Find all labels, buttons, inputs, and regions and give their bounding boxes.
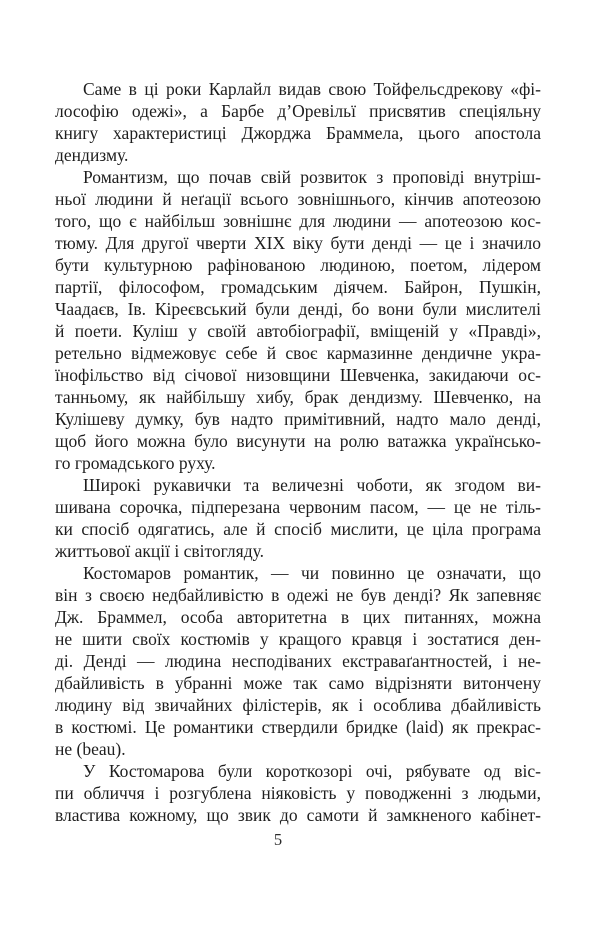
paragraph (55, 562, 541, 760)
text-line: ки спосіб одягатись, але й спосіб мислити, це ціла програма (55, 519, 541, 539)
paragraph (55, 78, 541, 166)
text-line: й поети. Куліш у своїй автобіографії, вміщеній у «Правді», (55, 321, 541, 341)
text-line: Широкі рукавички та величезні чоботи, як згодом ви- (83, 475, 541, 495)
text-line: властива кожному, що звик до самоти й замкненого кабінет- (55, 805, 541, 825)
text-block (55, 78, 541, 826)
text-line: Романтизм, що почав свій розвиток з проповіді внутріш- (83, 167, 541, 187)
text-line: людину від звичайних філістерів, як і особлива дбайливість (55, 695, 541, 715)
text-line: щоб його можна було висунути на ролю ватажка українсько- (55, 431, 541, 451)
text-line: У Костомарова були короткозорі очі, рябувате од віс- (83, 761, 541, 781)
text-line: танньому, як найбільшу хибу, брак дендизму. Шевченко, на (55, 387, 541, 407)
text-line: Дж. Браммел, особа авторитетна в цих питаннях, можна (55, 607, 541, 627)
text-line: Чаадаєв, Ів. Кіреєвський були денді, бо вони були мислителі (55, 299, 541, 319)
paragraph (55, 474, 541, 562)
text-line: ньої людини й неґації всього зовнішнього, кінчив апотеозою (55, 189, 541, 209)
text-line: лософію одежі», а Барбе д’Оревільї присвятив спеціяльну (55, 101, 541, 121)
paragraph (55, 760, 541, 826)
page-number: 5 (273, 830, 283, 849)
text-line: їнофільство від січової низовщини Шевченка, закидаючи ос- (55, 365, 541, 385)
text-line: дбайливість в убранні може так само відрізняти витончену (55, 673, 541, 693)
text-line: Кулішеву думку, був надто примітивний, надто мало денді, (55, 409, 541, 429)
text-line: Саме в ці роки Карлайл видав свою Тойфельсдрекову «фі- (83, 79, 541, 99)
text-line: партії, філософом, громадським діячем. Байрон, Пушкін, (55, 277, 541, 297)
text-line: не (beau). (55, 739, 126, 759)
text-line: шивана сорочка, підперезана червоним пасом, — це не тіль- (55, 497, 541, 517)
text-line: дендизму. (55, 145, 129, 165)
text-line: ді. Денді — людина несподіваних екстраваґантностей, і не- (55, 651, 541, 671)
text-line: пи обличчя і розгублена ніяковість у поводженні з людьми, (55, 783, 541, 803)
text-line: Костомаров романтик, — чи повинно це означати, що (83, 563, 541, 583)
text-line: тюму. Для другої чверти XIX віку бути денді — це і значило (55, 233, 541, 253)
paragraph (55, 166, 541, 474)
text-line: він з своєю недбайливістю в одежі не був денді? Як запевняє (55, 585, 541, 605)
text-line: того, що є найбільш зовнішнє для людини — апотеозою кос- (55, 211, 541, 231)
text-line: бути культурною рафінованою людиною, поетом, лідером (55, 255, 541, 275)
text-line: книгу характеристиці Джорджа Браммела, цього апостола (55, 123, 541, 143)
text-line: життьової акції і світогляду. (55, 541, 264, 561)
text-line: го громадського руху. (55, 453, 216, 473)
text-line: в костюмі. Це романтики ствердили бридке (laid) як прекрас- (55, 717, 541, 737)
text-line: не шити своїх костюмів у кращого кравця і зостатися ден- (55, 629, 541, 649)
text-line: ретельно відмежовує себе й своє кармазинне дендичне укра- (55, 343, 541, 363)
